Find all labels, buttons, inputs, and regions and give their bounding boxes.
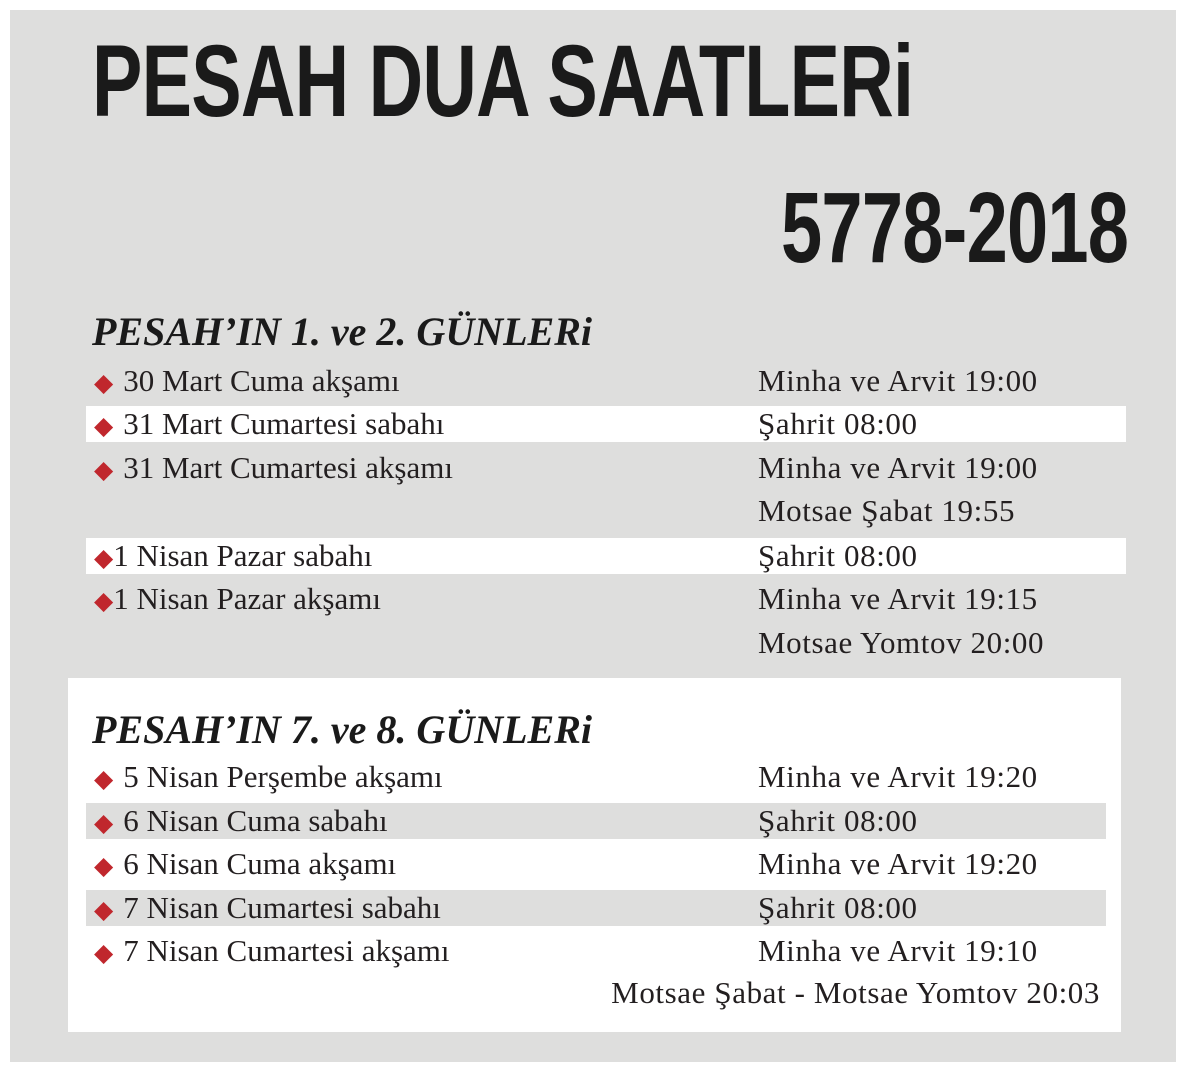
row-time: Minha ve Arvit 19:00 (758, 450, 1038, 485)
diamond-bullet-icon: ◆ (94, 370, 114, 397)
schedule-footer-row (86, 975, 1106, 1011)
schedule-row (86, 759, 1106, 795)
diamond-bullet-icon: ◆ (94, 810, 114, 837)
row-day (94, 363, 400, 402)
diamond-bullet-icon: ◆ (94, 413, 114, 440)
row-time: Minha ve Arvit 19:15 (758, 581, 1038, 616)
diamond-bullet-icon: ◆ (94, 588, 114, 615)
row-day-label: 7 Nisan Cumartesi akşamı (123, 933, 450, 968)
row-day (94, 406, 444, 445)
schedule-row (86, 581, 1126, 617)
row-day (94, 538, 372, 577)
row-day (94, 803, 388, 842)
row-time: Minha ve Arvit 19:20 (758, 846, 1038, 881)
diamond-bullet-icon: ◆ (94, 940, 114, 967)
row-day-label: 30 Mart Cuma akşamı (123, 363, 400, 398)
footer-time: Motsae Şabat - Motsae Yomtov 20:03 (611, 975, 1100, 1010)
row-day-label: 5 Nisan Perşembe akşamı (123, 759, 443, 794)
diamond-bullet-icon: ◆ (94, 545, 114, 572)
row-day-label: 6 Nisan Cuma sabahı (123, 803, 388, 838)
row-day-label: 6 Nisan Cuma akşamı (123, 846, 397, 881)
row-day (94, 846, 396, 885)
diamond-bullet-icon: ◆ (94, 457, 114, 484)
schedule-row-extra (86, 625, 1126, 661)
row-time: Şahrit 08:00 (758, 890, 918, 925)
row-day-label: 31 Mart Cumartesi akşamı (123, 450, 453, 485)
row-day (94, 581, 381, 620)
row-day-label: 1 Nisan Pazar akşamı (113, 581, 381, 616)
row-day-label: 1 Nisan Pazar sabahı (113, 538, 373, 573)
schedule-row (86, 803, 1106, 839)
schedule-row (86, 406, 1126, 442)
row-time: Minha ve Arvit 19:10 (758, 933, 1038, 968)
row-day-label: 31 Mart Cumartesi sabahı (123, 406, 445, 441)
row-extra-time: Motsae Yomtov 20:00 (758, 625, 1045, 660)
row-time: Şahrit 08:00 (758, 406, 918, 441)
row-time: Şahrit 08:00 (758, 538, 918, 573)
row-time: Minha ve Arvit 19:00 (758, 363, 1038, 398)
row-day (94, 890, 441, 929)
section-heading-2: PESAH’IN 7. ve 8. GÜNLERi (92, 707, 592, 752)
diamond-bullet-icon: ◆ (94, 766, 114, 793)
row-day (94, 450, 453, 489)
row-day (94, 933, 450, 972)
schedule-row (86, 933, 1106, 969)
year-label: 5778-2018 (780, 172, 1128, 284)
diamond-bullet-icon: ◆ (94, 853, 114, 880)
section-heading-1: PESAH’IN 1. ve 2. GÜNLERi (92, 309, 592, 354)
row-extra-time: Motsae Şabat 19:55 (758, 493, 1016, 528)
row-day-label: 7 Nisan Cumartesi sabahı (123, 890, 441, 925)
schedule-row (86, 450, 1126, 486)
page-title: PESAH DUA SAATLERi (92, 24, 914, 138)
schedule-row (86, 363, 1126, 399)
schedule-row (86, 846, 1106, 882)
diamond-bullet-icon: ◆ (94, 897, 114, 924)
schedule-row-extra (86, 493, 1126, 529)
schedule-row (86, 890, 1106, 926)
schedule-row (86, 538, 1126, 574)
row-day (94, 759, 443, 798)
row-time: Şahrit 08:00 (758, 803, 918, 838)
row-time: Minha ve Arvit 19:20 (758, 759, 1038, 794)
